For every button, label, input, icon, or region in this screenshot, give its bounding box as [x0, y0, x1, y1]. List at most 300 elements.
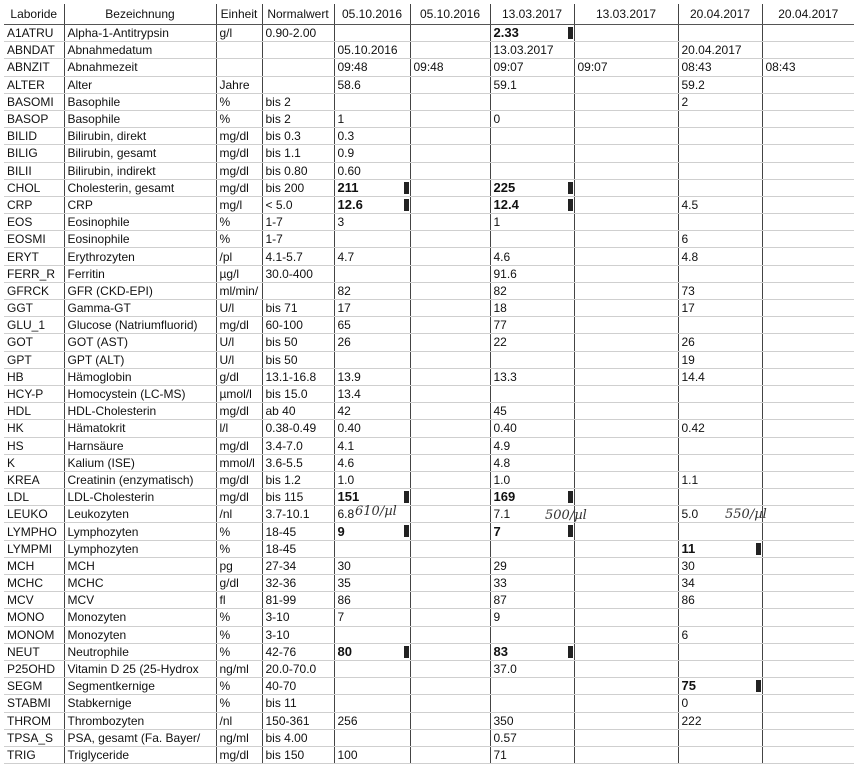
cell-v1: 09:48 — [334, 59, 410, 76]
cell-v4 — [574, 695, 678, 712]
cell-v2 — [410, 231, 490, 248]
cell-name: PSA, gesamt (Fa. Bayer/ — [64, 729, 216, 746]
cell-normal: bis 71 — [262, 300, 334, 317]
cell-v1: 0.60 — [334, 162, 410, 179]
cell-v4 — [574, 643, 678, 660]
cell-unit: pg — [216, 557, 262, 574]
cell-v3: 22 — [490, 334, 574, 351]
cell-v1: 86 — [334, 592, 410, 609]
cell-code: ABNDAT — [4, 42, 64, 59]
cell-normal — [262, 42, 334, 59]
cell-v3: 0 — [490, 110, 574, 127]
cell-code: A1ATRU — [4, 25, 64, 42]
cell-v2 — [410, 76, 490, 93]
cell-code: GLU_1 — [4, 317, 64, 334]
table-row — [4, 351, 854, 368]
cell-code: HDL — [4, 403, 64, 420]
cell-name: Homocystein (LC-MS) — [64, 385, 216, 402]
cell-normal — [262, 76, 334, 93]
cell-v4 — [574, 334, 678, 351]
cell-v1 — [334, 93, 410, 110]
cell-v2 — [410, 540, 490, 557]
cell-v1: 256 — [334, 712, 410, 729]
cell-unit: mg/dl — [216, 317, 262, 334]
cell-name: Thrombozyten — [64, 712, 216, 729]
cell-v4 — [574, 540, 678, 557]
lab-results-body — [4, 25, 854, 764]
cell-v1: 6.8 — [334, 506, 410, 523]
cell-name: GFR (CKD-EPI) — [64, 282, 216, 299]
cell-v2 — [410, 317, 490, 334]
cell-v2 — [410, 506, 490, 523]
cell-code: FERR_R — [4, 265, 64, 282]
cell-v5: 75 — [678, 678, 762, 695]
cell-normal: 27-34 — [262, 557, 334, 574]
cell-normal: 0.38-0.49 — [262, 420, 334, 437]
cell-name: Bilirubin, indirekt — [64, 162, 216, 179]
cell-unit: /pl — [216, 248, 262, 265]
cell-v5: 11 — [678, 540, 762, 557]
cell-v5: 08:43 — [678, 59, 762, 76]
cell-v5: 4.8 — [678, 248, 762, 265]
cell-v6 — [762, 403, 854, 420]
cell-v6 — [762, 420, 854, 437]
cell-name: Glucose (Natriumfluorid) — [64, 317, 216, 334]
cell-v5 — [678, 265, 762, 282]
cell-normal: bis 200 — [262, 179, 334, 196]
cell-v6 — [762, 746, 854, 763]
cell-unit: mg/dl — [216, 179, 262, 196]
cell-unit: ml/min/ — [216, 282, 262, 299]
handwritten-note-3: 550/µl — [725, 507, 767, 522]
cell-normal: bis 50 — [262, 351, 334, 368]
table-row — [4, 368, 854, 385]
cell-code: MCH — [4, 557, 64, 574]
cell-v3: 350 — [490, 712, 574, 729]
cell-v2 — [410, 712, 490, 729]
cell-unit: % — [216, 110, 262, 127]
cell-name: Leukozyten — [64, 506, 216, 523]
cell-name: Kalium (ISE) — [64, 454, 216, 471]
cell-v3: 4.6 — [490, 248, 574, 265]
cell-code: CHOL — [4, 179, 64, 196]
table-row — [4, 643, 854, 660]
handwritten-note-2: 500/µl — [545, 508, 587, 523]
cell-unit: mg/dl — [216, 162, 262, 179]
cell-v5: 26 — [678, 334, 762, 351]
cell-v4 — [574, 660, 678, 677]
cell-normal: bis 0.80 — [262, 162, 334, 179]
cell-v6 — [762, 300, 854, 317]
cell-v4 — [574, 403, 678, 420]
cell-v3: 33 — [490, 575, 574, 592]
cell-v6 — [762, 678, 854, 695]
cell-normal: 3.7-10.1 — [262, 506, 334, 523]
cell-name: Vitamin D 25 (25-Hydrox — [64, 660, 216, 677]
cell-v5: 0 — [678, 695, 762, 712]
cell-v4 — [574, 575, 678, 592]
cell-v5: 86 — [678, 592, 762, 609]
cell-v5 — [678, 746, 762, 763]
cell-v4 — [574, 231, 678, 248]
cell-v6 — [762, 128, 854, 145]
cell-v3: 4.9 — [490, 437, 574, 454]
cell-v4 — [574, 248, 678, 265]
cell-v2 — [410, 42, 490, 59]
col-header-date-6: 20.04.2017 — [762, 4, 854, 25]
cell-v5: 2 — [678, 93, 762, 110]
cell-v5 — [678, 145, 762, 162]
cell-v3: 0.40 — [490, 420, 574, 437]
cell-v6 — [762, 609, 854, 626]
cell-unit: ng/ml — [216, 660, 262, 677]
cell-code: TRIG — [4, 746, 64, 763]
table-row — [4, 385, 854, 402]
cell-code: HS — [4, 437, 64, 454]
cell-name: Hämatokrit — [64, 420, 216, 437]
col-header-date-2: 05.10.2016 — [410, 4, 490, 25]
cell-normal: 60-100 — [262, 317, 334, 334]
cell-code: BASOP — [4, 110, 64, 127]
cell-code: NEUT — [4, 643, 64, 660]
cell-v4 — [574, 471, 678, 488]
cell-v6: 08:43 — [762, 59, 854, 76]
cell-normal: 18-45 — [262, 523, 334, 540]
cell-v4 — [574, 712, 678, 729]
cell-code: BILID — [4, 128, 64, 145]
cell-unit: U/l — [216, 351, 262, 368]
cell-v6 — [762, 282, 854, 299]
cell-unit: % — [216, 214, 262, 231]
cell-v3 — [490, 128, 574, 145]
cell-v3 — [490, 385, 574, 402]
cell-v4 — [574, 282, 678, 299]
table-row — [4, 695, 854, 712]
cell-code: STABMI — [4, 695, 64, 712]
cell-v3: 13.3 — [490, 368, 574, 385]
cell-code: LEUKO — [4, 506, 64, 523]
cell-v3: 83 — [490, 643, 574, 660]
cell-v5 — [678, 179, 762, 196]
cell-v1: 0.40 — [334, 420, 410, 437]
cell-normal: bis 0.3 — [262, 128, 334, 145]
cell-normal: 1-7 — [262, 231, 334, 248]
cell-v3: 87 — [490, 592, 574, 609]
col-header-date-1: 05.10.2016 — [334, 4, 410, 25]
cell-v6 — [762, 626, 854, 643]
cell-v5: 59.2 — [678, 76, 762, 93]
cell-v1: 12.6 — [334, 196, 410, 213]
table-row — [4, 76, 854, 93]
cell-unit: % — [216, 678, 262, 695]
cell-code: MCHC — [4, 575, 64, 592]
cell-v6 — [762, 351, 854, 368]
cell-code: P25OHD — [4, 660, 64, 677]
cell-name: MCV — [64, 592, 216, 609]
table-row — [4, 59, 854, 76]
cell-v2 — [410, 196, 490, 213]
cell-v5: 20.04.2017 — [678, 42, 762, 59]
cell-name: Cholesterin, gesamt — [64, 179, 216, 196]
cell-v6 — [762, 231, 854, 248]
cell-v4 — [574, 437, 678, 454]
cell-name: Ferritin — [64, 265, 216, 282]
cell-v5 — [678, 729, 762, 746]
cell-normal: bis 1.1 — [262, 145, 334, 162]
cell-v1 — [334, 25, 410, 42]
cell-v1 — [334, 231, 410, 248]
lab-results-table — [4, 4, 854, 764]
cell-v6 — [762, 540, 854, 557]
cell-v2 — [410, 403, 490, 420]
cell-v6 — [762, 557, 854, 574]
cell-unit: g/dl — [216, 575, 262, 592]
table-row — [4, 145, 854, 162]
cell-v3: 82 — [490, 282, 574, 299]
cell-unit: l/l — [216, 420, 262, 437]
cell-v1: 65 — [334, 317, 410, 334]
cell-v1: 4.6 — [334, 454, 410, 471]
cell-v3: 91.6 — [490, 265, 574, 282]
handwritten-note-1: 610/µl — [355, 504, 397, 519]
cell-v6 — [762, 523, 854, 540]
cell-v3: 71 — [490, 746, 574, 763]
table-row — [4, 420, 854, 437]
cell-unit — [216, 59, 262, 76]
cell-v6 — [762, 368, 854, 385]
cell-name: MCHC — [64, 575, 216, 592]
cell-name: LDL-Cholesterin — [64, 489, 216, 506]
cell-normal: 32-36 — [262, 575, 334, 592]
cell-name: Hämoglobin — [64, 368, 216, 385]
cell-v2 — [410, 437, 490, 454]
cell-normal: bis 4.00 — [262, 729, 334, 746]
cell-normal: bis 150 — [262, 746, 334, 763]
cell-unit: % — [216, 523, 262, 540]
cell-v1 — [334, 678, 410, 695]
cell-v5 — [678, 489, 762, 506]
cell-name: GPT (ALT) — [64, 351, 216, 368]
cell-v5 — [678, 454, 762, 471]
cell-name: Triglyceride — [64, 746, 216, 763]
cell-unit — [216, 42, 262, 59]
cell-name: Monozyten — [64, 609, 216, 626]
cell-v6 — [762, 162, 854, 179]
cell-normal — [262, 282, 334, 299]
cell-name: Harnsäure — [64, 437, 216, 454]
cell-v5 — [678, 385, 762, 402]
cell-name: Alter — [64, 76, 216, 93]
cell-v4 — [574, 385, 678, 402]
cell-code: BILIG — [4, 145, 64, 162]
cell-normal: 20.0-70.0 — [262, 660, 334, 677]
cell-v4 — [574, 351, 678, 368]
table-row — [4, 42, 854, 59]
cell-v3: 1 — [490, 214, 574, 231]
cell-v2 — [410, 592, 490, 609]
cell-code: GGT — [4, 300, 64, 317]
cell-v4 — [574, 214, 678, 231]
cell-v5: 14.4 — [678, 368, 762, 385]
cell-v2 — [410, 643, 490, 660]
cell-name: Abnahmezeit — [64, 59, 216, 76]
cell-v1 — [334, 695, 410, 712]
cell-code: EOSMI — [4, 231, 64, 248]
table-row — [4, 214, 854, 231]
cell-code: HB — [4, 368, 64, 385]
cell-unit: mg/dl — [216, 437, 262, 454]
cell-v4 — [574, 368, 678, 385]
cell-v4 — [574, 42, 678, 59]
cell-v1: 151 — [334, 489, 410, 506]
cell-v6 — [762, 76, 854, 93]
cell-v4 — [574, 729, 678, 746]
cell-v4 — [574, 420, 678, 437]
cell-v1: 26 — [334, 334, 410, 351]
cell-v5 — [678, 317, 762, 334]
cell-v4 — [574, 128, 678, 145]
cell-v2 — [410, 746, 490, 763]
cell-v2 — [410, 385, 490, 402]
cell-code: MONOM — [4, 626, 64, 643]
cell-v6 — [762, 214, 854, 231]
cell-v4 — [574, 678, 678, 695]
cell-unit: /nl — [216, 506, 262, 523]
cell-name: Abnahmedatum — [64, 42, 216, 59]
table-row — [4, 25, 854, 42]
cell-v2 — [410, 678, 490, 695]
cell-code: LYMPMI — [4, 540, 64, 557]
cell-v2 — [410, 489, 490, 506]
cell-v3: 7.1 — [490, 506, 574, 523]
cell-normal: bis 11 — [262, 695, 334, 712]
cell-v3: 18 — [490, 300, 574, 317]
cell-v4 — [574, 76, 678, 93]
cell-normal: < 5.0 — [262, 196, 334, 213]
cell-v4 — [574, 317, 678, 334]
cell-v2 — [410, 660, 490, 677]
cell-v1 — [334, 729, 410, 746]
cell-v1: 35 — [334, 575, 410, 592]
cell-normal: bis 115 — [262, 489, 334, 506]
cell-v1: 211 — [334, 179, 410, 196]
cell-v6 — [762, 471, 854, 488]
header-row — [4, 4, 854, 25]
cell-name: Eosinophile — [64, 231, 216, 248]
cell-v4 — [574, 145, 678, 162]
col-header-einheit: Einheit — [216, 4, 262, 25]
cell-v4 — [574, 523, 678, 540]
cell-v6 — [762, 196, 854, 213]
cell-v6 — [762, 25, 854, 42]
cell-v1: 0.3 — [334, 128, 410, 145]
cell-unit: mmol/l — [216, 454, 262, 471]
cell-v3: 7 — [490, 523, 574, 540]
cell-name: Neutrophile — [64, 643, 216, 660]
cell-normal: 40-70 — [262, 678, 334, 695]
cell-code: MCV — [4, 592, 64, 609]
cell-v6 — [762, 385, 854, 402]
cell-unit: mg/dl — [216, 145, 262, 162]
cell-unit: µmol/l — [216, 385, 262, 402]
cell-unit: mg/dl — [216, 128, 262, 145]
cell-code: KREA — [4, 471, 64, 488]
cell-v2 — [410, 454, 490, 471]
cell-code: SEGM — [4, 678, 64, 695]
cell-v3: 29 — [490, 557, 574, 574]
table-row — [4, 523, 854, 540]
cell-v3: 0.57 — [490, 729, 574, 746]
cell-name: Monozyten — [64, 626, 216, 643]
cell-v4 — [574, 196, 678, 213]
cell-unit: U/l — [216, 334, 262, 351]
cell-v3: 59.1 — [490, 76, 574, 93]
table-row — [4, 265, 854, 282]
cell-code: EOS — [4, 214, 64, 231]
cell-v5 — [678, 609, 762, 626]
cell-v1: 4.1 — [334, 437, 410, 454]
col-header-bezeichnung: Bezeichnung — [64, 4, 216, 25]
cell-normal: 3-10 — [262, 609, 334, 626]
cell-name: GOT (AST) — [64, 334, 216, 351]
table-row — [4, 746, 854, 763]
cell-v5: 17 — [678, 300, 762, 317]
cell-v3: 4.8 — [490, 454, 574, 471]
cell-v2 — [410, 300, 490, 317]
cell-v3: 13.03.2017 — [490, 42, 574, 59]
cell-v1: 05.10.2016 — [334, 42, 410, 59]
cell-normal: 81-99 — [262, 592, 334, 609]
cell-unit: % — [216, 695, 262, 712]
cell-v3 — [490, 678, 574, 695]
col-header-date-5: 20.04.2017 — [678, 4, 762, 25]
cell-normal: 18-45 — [262, 540, 334, 557]
cell-v5: 1.1 — [678, 471, 762, 488]
cell-unit: U/l — [216, 300, 262, 317]
col-header-normalwert: Normalwert — [262, 4, 334, 25]
cell-unit: mg/l — [216, 196, 262, 213]
cell-v4 — [574, 300, 678, 317]
cell-name: CRP — [64, 196, 216, 213]
cell-v5 — [678, 25, 762, 42]
cell-v5 — [678, 162, 762, 179]
cell-name: Alpha-1-Antitrypsin — [64, 25, 216, 42]
cell-unit: % — [216, 626, 262, 643]
cell-unit: fl — [216, 592, 262, 609]
cell-v4 — [574, 110, 678, 127]
cell-v5: 4.5 — [678, 196, 762, 213]
cell-v6 — [762, 506, 854, 523]
table-row — [4, 437, 854, 454]
cell-v5: 5.0 — [678, 506, 762, 523]
cell-unit: ng/ml — [216, 729, 262, 746]
cell-unit: % — [216, 93, 262, 110]
cell-unit: % — [216, 231, 262, 248]
table-row — [4, 489, 854, 506]
table-row — [4, 678, 854, 695]
cell-v3: 77 — [490, 317, 574, 334]
cell-normal: bis 1.2 — [262, 471, 334, 488]
cell-v5: 6 — [678, 231, 762, 248]
cell-v2 — [410, 351, 490, 368]
cell-v6 — [762, 695, 854, 712]
cell-v5 — [678, 110, 762, 127]
cell-v5: 222 — [678, 712, 762, 729]
cell-v3 — [490, 162, 574, 179]
cell-unit: mg/dl — [216, 471, 262, 488]
cell-name: MCH — [64, 557, 216, 574]
cell-name: Gamma-GT — [64, 300, 216, 317]
